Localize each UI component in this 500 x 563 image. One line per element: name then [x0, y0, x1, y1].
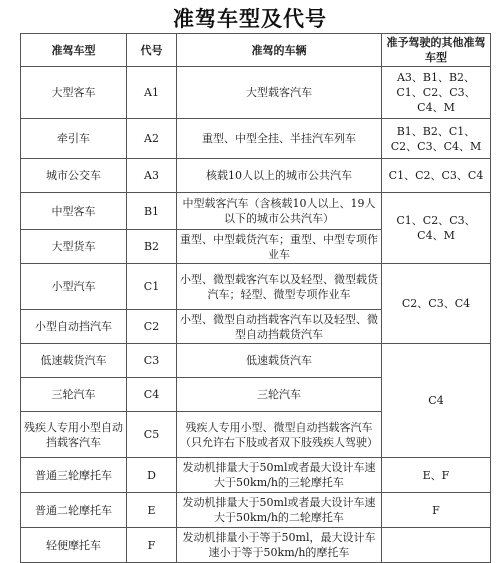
row-code: B2	[127, 230, 177, 264]
row-code: E	[127, 493, 177, 528]
page-title: 准驾车型及代号	[173, 7, 327, 31]
row-vehicles: 低速载货汽车	[177, 344, 382, 378]
row-class: 大型客车	[21, 67, 127, 119]
row-class: 轻便摩托车	[21, 528, 127, 563]
row-class: 城市公交车	[21, 159, 127, 193]
row-code: F	[127, 528, 177, 563]
row-code: C1	[127, 264, 177, 310]
row-other: F	[382, 493, 491, 528]
table-row	[21, 493, 491, 528]
table-row	[21, 119, 491, 159]
table-row	[21, 264, 491, 310]
table-row	[21, 67, 491, 119]
header-vehicles: 准驾的车辆	[177, 34, 382, 67]
row-code: A2	[127, 119, 177, 159]
row-code: A1	[127, 67, 177, 119]
row-other: E、F	[382, 458, 491, 493]
row-vehicles: 中型载客汽车（含核载10人以上、19人以下的城市公共汽车）	[177, 193, 382, 230]
row-other: C1、C2、C3、C4、M	[382, 193, 491, 264]
row-code: C4	[127, 378, 177, 412]
table-header-row	[21, 34, 491, 67]
table-row	[21, 458, 491, 493]
row-vehicles: 发动机排量大于50ml或者最大设计车速大于50km/h的三轮摩托车	[177, 458, 382, 493]
row-code: C2	[127, 310, 177, 344]
table-row	[21, 528, 491, 563]
row-class: 小型汽车	[21, 264, 127, 310]
table-row	[21, 344, 491, 378]
row-vehicles: 小型、微型载客汽车以及轻型、微型载货汽车；轻型、微型专项作业车	[177, 264, 382, 310]
row-other: B1、B2、C1、C2、C3、C4、M	[382, 119, 491, 159]
row-other: C2、C3、C4	[382, 264, 491, 344]
license-class-table	[20, 33, 491, 563]
row-other: C4	[382, 344, 491, 458]
row-vehicles: 核载10人以上的城市公共汽车	[177, 159, 382, 193]
row-class: 普通二轮摩托车	[21, 493, 127, 528]
row-code: C5	[127, 412, 177, 458]
table-row	[21, 193, 491, 230]
row-code: C3	[127, 344, 177, 378]
row-class: 中型客车	[21, 193, 127, 230]
row-code: D	[127, 458, 177, 493]
row-code: B1	[127, 193, 177, 230]
row-class: 三轮汽车	[21, 378, 127, 412]
row-class: 大型货车	[21, 230, 127, 264]
row-vehicles: 重型、中型全挂、半挂汽车列车	[177, 119, 382, 159]
row-vehicles: 重型、中型载货汽车；重型、中型专项作业车	[177, 230, 382, 264]
row-other-empty	[382, 528, 491, 563]
row-vehicles: 残疾人专用小型、微型自动挡载客汽车（只允许右下肢或者双下肢残疾人驾驶）	[177, 412, 382, 458]
row-vehicles: 发动机排量小于等于50ml，最大设计车速小于等于50km/h的摩托车	[177, 528, 382, 563]
row-class: 残疾人专用小型自动挡载客汽车	[21, 412, 127, 458]
row-vehicles: 三轮汽车	[177, 378, 382, 412]
row-class: 牵引车	[21, 119, 127, 159]
row-class: 普通三轮摩托车	[21, 458, 127, 493]
header-class: 准驾车型	[21, 34, 127, 67]
row-class: 小型自动挡汽车	[21, 310, 127, 344]
row-other: A3、B1、B2、C1、C2、C3、C4、M	[382, 67, 491, 119]
header-other-classes: 准予驾驶的其他准驾车型	[382, 34, 491, 67]
row-class: 低速载货汽车	[21, 344, 127, 378]
row-vehicles: 小型、微型自动挡载客汽车以及轻型、微型自动挡载货汽车	[177, 310, 382, 344]
header-code: 代号	[127, 34, 177, 67]
row-code: A3	[127, 159, 177, 193]
table-row	[21, 159, 491, 193]
row-vehicles: 大型载客汽车	[177, 67, 382, 119]
row-vehicles: 发动机排量大于50ml或者最大设计车速大于50km/h的二轮摩托车	[177, 493, 382, 528]
row-other: C1、C2、C3、C4	[382, 159, 491, 193]
